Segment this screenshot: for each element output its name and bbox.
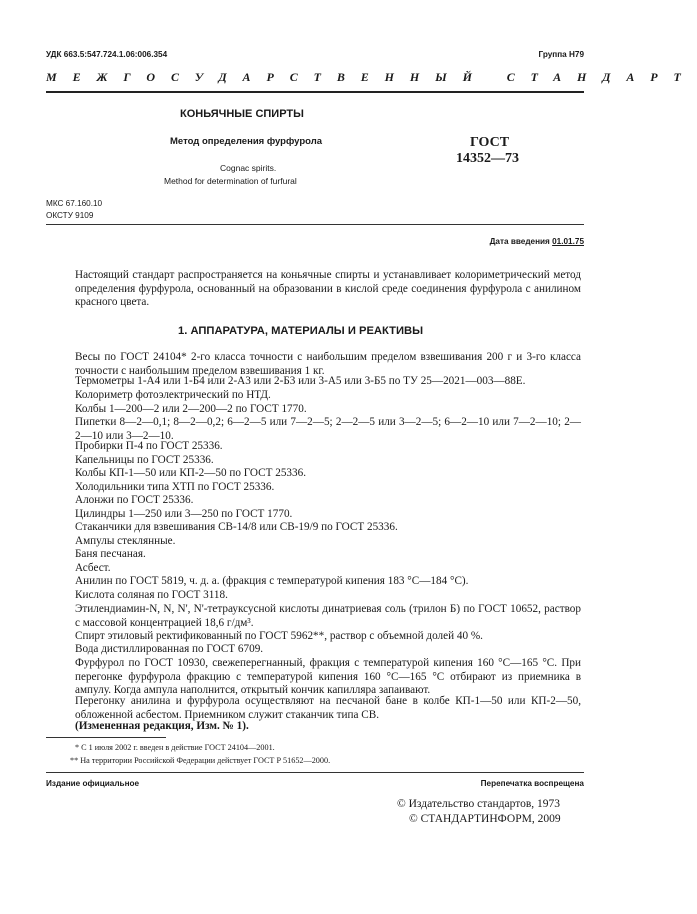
footnote-rule: [46, 737, 166, 738]
paragraph: Алонжи по ГОСТ 25336.: [75, 494, 194, 506]
paragraph: Цилиндры 1—250 или 3—250 по ГОСТ 1770.: [75, 508, 293, 520]
paragraph: Пробирки П-4 по ГОСТ 25336.: [75, 440, 223, 452]
paragraph: Холодильники типа ХТП по ГОСТ 25336.: [75, 481, 275, 493]
paragraph: Анилин по ГОСТ 5819, ч. д. а. (фракция с температурой кипения 183 °С—184 °С).: [75, 575, 469, 587]
copyright-2: © СТАНДАРТИНФОРМ, 2009: [409, 813, 561, 825]
paragraph: Кислота соляная по ГОСТ 3118.: [75, 589, 228, 601]
doc-title: КОНЬЯЧНЫЕ СПИРТЫ: [180, 108, 304, 120]
codes-rule: [46, 224, 584, 225]
gost-number: 14352—73: [456, 151, 519, 166]
gost-label: ГОСТ: [470, 135, 510, 150]
udk-code: УДК 663.5:547.724.1.06:006.354: [46, 50, 168, 59]
section-1-title: 1. АППАРАТУРА, МАТЕРИАЛЫ И РЕАКТИВЫ: [178, 325, 424, 337]
group-code: Группа Н79: [538, 50, 584, 59]
intro-date-label: Дата введения: [489, 237, 550, 246]
intro-date-value: 01.01.75: [552, 237, 584, 246]
footnote-2: ** На территории Российской Федерации действует ГОСТ Р 51652—2000.: [70, 756, 331, 765]
paragraph: Весы по ГОСТ 24104* 2-го класса точности с наибольшим пределом взвешивания 200 г и 3-го класса точности с наибольшим пределом взвешивания 1 кг.: [75, 351, 581, 377]
intro-paragraph: Настоящий стандарт распространяется на коньячные спирты и устанавливает колориметрический метод определения фурфурола, основанный на образовании в кислой среде соединения фурфурола с анилином красного цвета.: [75, 269, 581, 308]
paragraph: Фурфурол по ГОСТ 10930, свежеперегнанный, фракция с температурой кипения 160 °С—165 °С. При перегонке фурфурола фракцию с температурой кипения 160 °С—165 °С отбирают из приемника в ампулу. Когда ампула наполнится, открытый кончик капилляра запаивают.: [75, 657, 581, 696]
okstu-code: ОКСТУ 9109: [46, 211, 94, 220]
reprint-note: Перепечатка воспрещена: [480, 779, 584, 788]
intro-date: [490, 237, 584, 246]
copyright-1: © Издательство стандартов, 1973: [397, 798, 561, 810]
paragraph: Асбест.: [75, 562, 111, 574]
revision-note: (Измененная редакция, Изм. № 1).: [75, 720, 249, 732]
edition-note: Издание официальное: [46, 779, 140, 788]
footer-rule: [46, 772, 584, 773]
paragraph: Колориметр фотоэлектрический по НТД.: [75, 389, 271, 401]
title-en-2: Method for determination of furfural: [164, 176, 297, 186]
paragraph: Ампулы стеклянные.: [75, 535, 176, 547]
paragraph: Капельницы по ГОСТ 25336.: [75, 454, 214, 466]
paragraph: Стаканчики для взвешивания СВ-14/8 или СВ-19/9 по ГОСТ 25336.: [75, 521, 398, 533]
paragraph: Перегонку анилина и фурфурола осуществляют на песчаной бане в колбе КП-1—50 или КП-2—50, обложенной асбестом. Приемником служит стаканчик типа СВ.: [75, 695, 581, 721]
doc-subtitle: Метод определения фурфурола: [170, 136, 323, 147]
paragraph: Колбы 1—200—2 или 2—200—2 по ГОСТ 1770.: [75, 403, 307, 415]
paragraph: Баня песчаная.: [75, 548, 146, 560]
paragraph: Вода дистиллированная по ГОСТ 6709.: [75, 643, 264, 655]
mks-code: МКС 67.160.10: [46, 199, 103, 208]
paragraph: Этилендиамин-N, N, N', N'-тетрауксусной кислоты динатриевая соль (трилон Б) по ГОСТ 10652, раствор с массовой концентрацией 18,6 г/дм³.: [75, 603, 581, 629]
paragraph: Спирт этиловый ректификованный по ГОСТ 5962**, раствор с объемной долей 40 %.: [75, 630, 483, 642]
footnote-1: * С 1 июля 2002 г. введен в действие ГОСТ 24104—2001.: [75, 743, 275, 752]
paragraph: Термометры 1-А4 или 1-Б4 или 2-А3 или 2-Б3 или 3-А5 или 3-Б5 по ТУ 25—2021—003—88Е.: [75, 375, 526, 387]
title-en-1: Cognac spirits.: [220, 163, 277, 173]
banner: МЕЖГОСУДАРСТВЕННЫЙ СТАНДАРТ: [46, 70, 697, 84]
paragraph: Пипетки 8—2—0,1; 8—2—0,2; 6—2—5 или 7—2—5; 2—2—5 или 3—2—5; 6—2—10 или 7—2—10; 2—2—10 или 3—2—10.: [75, 416, 581, 442]
paragraph: Колбы КП-1—50 или КП-2—50 по ГОСТ 25336.: [75, 467, 306, 479]
header-rule: [46, 91, 584, 93]
